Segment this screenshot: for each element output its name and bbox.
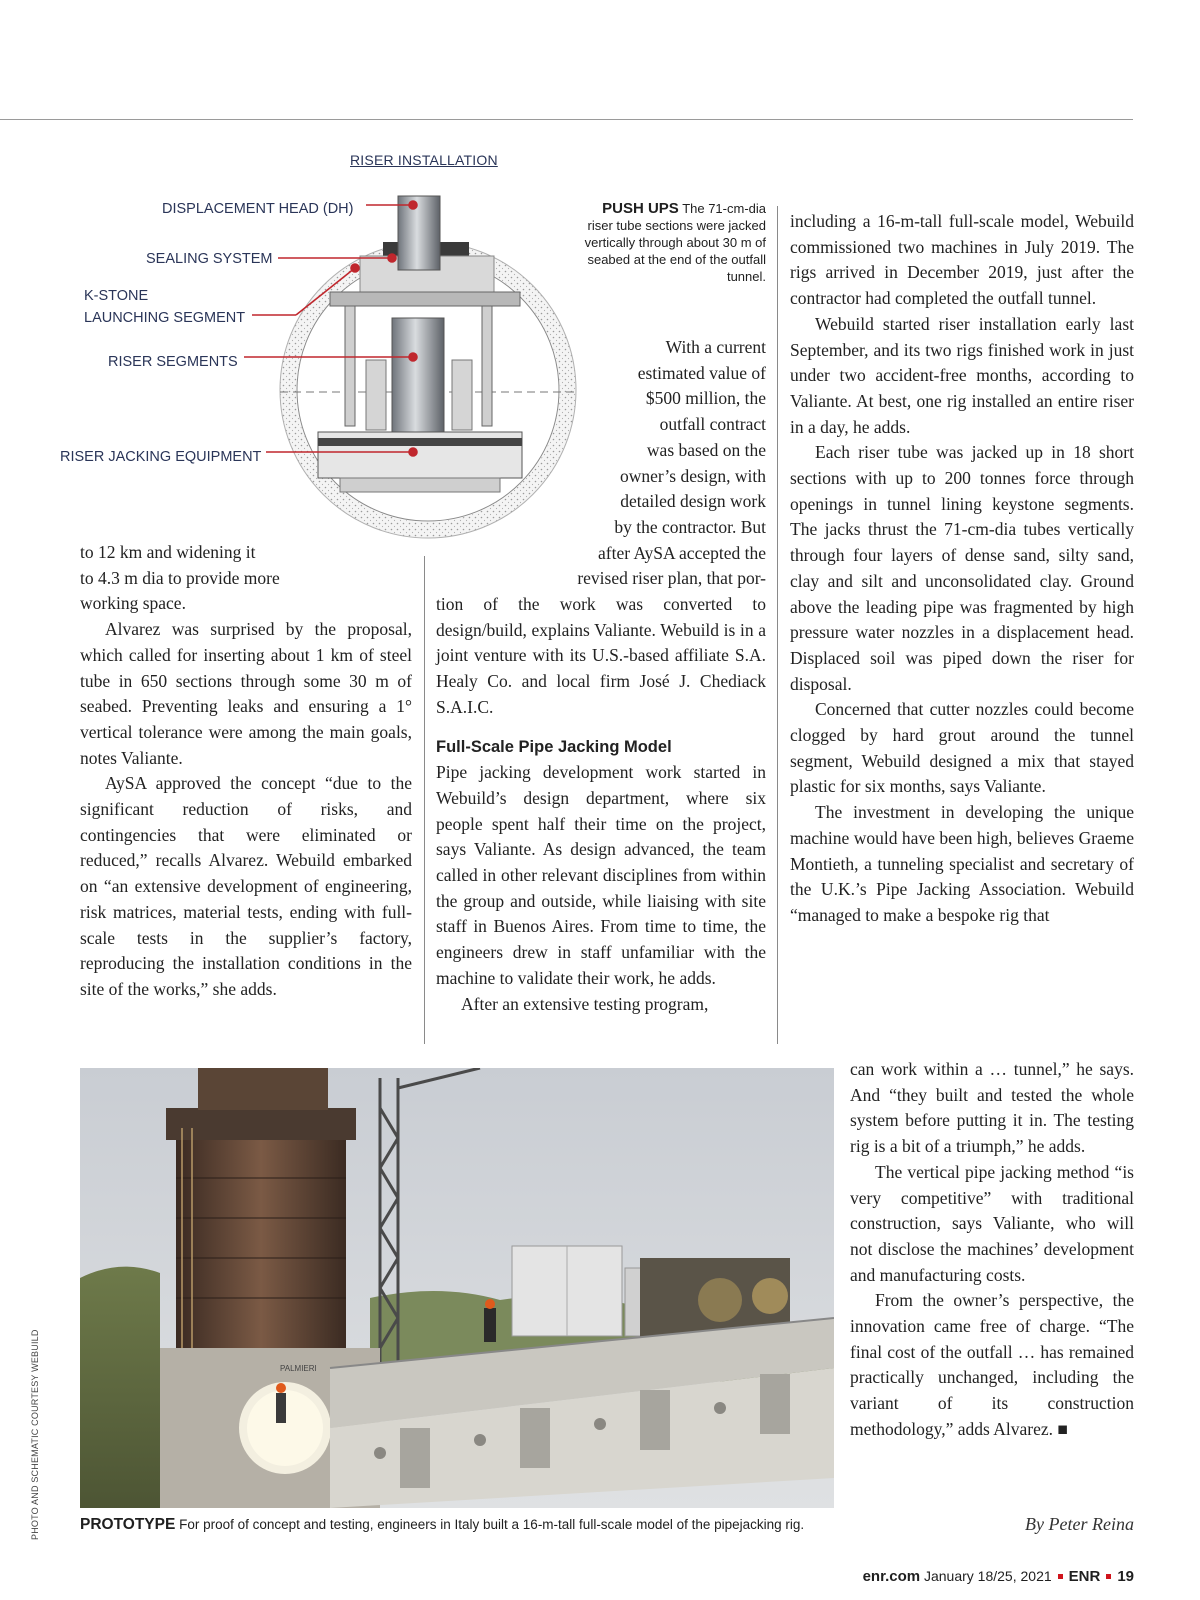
prototype-photo-illustration: [80, 1068, 834, 1508]
col1-line-3: working space.: [80, 593, 186, 614]
column-1: [80, 540, 412, 1003]
footer-date: January 18/25, 2021: [923, 1568, 1052, 1584]
col2-top-line: $500 million, the: [645, 388, 766, 409]
caption-prototype-text: For proof of concept and testing, engineers in Italy built a 16-m-tall full-scale model of the pipejacking rig.: [179, 1517, 805, 1532]
col1-line-2: to 4.3 m dia to provide more: [80, 567, 280, 588]
footer-site: enr.com: [862, 1568, 921, 1585]
col2-top-line: by the contractor. But: [614, 516, 766, 537]
column-2: [436, 335, 766, 1017]
caption-push-ups: [580, 200, 766, 285]
col2-top-line: outfall contract: [659, 414, 766, 435]
col3-paragraph-5-rest: can work within a … tunnel,” he says. And “they built and tested the whole system before putting it in. The testing rig is a bit of a triumph,” he adds.: [850, 1059, 1134, 1157]
caption-prototype: [80, 1516, 804, 1534]
footer-separator-icon: [1106, 1574, 1111, 1579]
col2-top-line: was based on the: [646, 439, 766, 460]
col1-paragraph-2: Alvarez was surprised by the proposal, which called for inserting about 1 km of steel tube in 650 sections through some 30 m of seabed. Preventing leaks and ensuring a 1° vertical tolerance were among the main goals, notes Valiante.: [80, 619, 412, 768]
caption-prototype-lead: PROTOTYPE: [80, 1516, 176, 1533]
prototype-photo: [80, 1068, 834, 1508]
byline: By Peter Reina: [1025, 1514, 1134, 1534]
label-displacement-head: DISPLACEMENT HEAD (DH): [162, 201, 354, 217]
jack-left: [366, 360, 386, 430]
left-post: [345, 306, 355, 426]
col2-top-line: detailed design work: [620, 491, 766, 512]
label-sealing-system: SEALING SYSTEM: [146, 251, 273, 267]
col2-paragraph-3: After an extensive testing program,: [461, 993, 709, 1014]
col2-paragraph-1-rest: tion of the work was converted to design/build, explains Valiante. Webuild is in a joint venture with its U.S.-based affiliate S.A. Healy Co. and local firm José J. Chediack S.A.I.C.: [436, 594, 766, 717]
column-rule-1: [424, 556, 425, 1044]
label-riser-jacking-equipment: RISER JACKING EQUIPMENT: [60, 449, 262, 465]
col2-top-line: owner’s design, with: [620, 465, 766, 486]
col2-top-line: revised riser plan, that por-: [577, 568, 766, 589]
photo-credit: PHOTO AND SCHEMATIC COURTESY WEBUILD: [30, 1329, 40, 1540]
col2-paragraph-2: Pipe jacking development work started in Webuild’s design department, where six people spent half their time on the project, says Valiante. As design advanced, the team called in other relevant disciplines from within the group and outside, while liaising with site staff in Buenos Aires. From time to time, the engineers drew in staff unfamiliar with the machine to validate their work, he adds.: [436, 762, 766, 988]
col3-paragraph-5: The investment in developing the unique machine would have been high, believes Graeme Montieth, a tunneling specialist and secretary of the U.K.’s Pipe Jacking Association. Webuild “managed to make a bespoke rig that: [790, 802, 1134, 925]
footer-page-number: 19: [1117, 1568, 1134, 1585]
col2-top-line: after AySA accepted the: [598, 542, 766, 563]
footer-separator-icon: [1058, 1574, 1063, 1579]
col2-top-line: estimated value of: [637, 362, 766, 383]
caption-push-ups-text: The 71-cm-dia riser tube sections were jacked vertically through about 30 m of seabed at the end of the outfall tunnel.: [584, 201, 766, 284]
column-rule-2: [777, 206, 778, 1044]
col3-paragraph-2: Webuild started riser installation early last September, and its two rigs finished work in just under two accident-free months, according to Valiante. At best, one rig installed an entire riser in a day, he adds.: [790, 313, 1134, 437]
caption-push-ups-lead: PUSH UPS: [602, 200, 679, 217]
column-3-continued: [850, 1057, 1134, 1443]
subhead-full-scale-model: Full-Scale Pipe Jacking Model: [436, 737, 672, 756]
label-k-stone: K-STONE: [84, 288, 149, 304]
col3-paragraph-6: The vertical pipe jacking method “is very competitive” with traditional construction, says Valiante, who will not disclose the machines’ development and manufacturing costs.: [850, 1161, 1134, 1285]
col3-paragraph-1: including a 16-m-tall full-scale model, Webuild commissioned two machines in July 2019. The rigs arrived in December 2019, just after the contractor had completed the outfall tunnel.: [790, 211, 1134, 309]
col1-paragraph-3: AySA approved the concept “due to the significant reduction of risks, and contingencies that were eliminated or reduced,” recalls Alvarez. Webuild embarked on “an extensive development of engineering, risk matrices, material tests, ending with full-scale tests in the supplier’s factory, reproducing the installation conditions in the site of the works,” she adds.: [80, 773, 412, 999]
photo-brand-label: PALMIERI: [280, 1364, 317, 1373]
schematic-title: RISER INSTALLATION: [350, 152, 498, 168]
col3-paragraph-3: Each riser tube was jacked up in 18 short sections with up to 200 tonnes force through openings in tunnel lining keystone segments. The jacks thrust the 71-cm-dia tubes vertically through four layers of dense sand, silty sand, clay and silt and unconsolidated clay. Ground above the leading pipe was fragmented by high pressure water nozzles in a displacement head. Displaced soil was piped down the riser for disposal.: [790, 442, 1134, 694]
page-footer: [820, 1568, 1134, 1585]
column-3: [790, 209, 1134, 929]
displacement-head-tube: [398, 196, 440, 270]
footer-magazine: ENR: [1068, 1568, 1101, 1585]
label-riser-segments: RISER SEGMENTS: [108, 354, 238, 370]
launch-frame: [330, 292, 520, 306]
col3-paragraph-4: Concerned that cutter nozzles could become clogged by hard grout around the tunnel segment, Webuild designed a mix that stayed plastic for six months, says Valiante.: [790, 699, 1134, 797]
col1-line-1: to 12 km and widening it: [80, 542, 256, 562]
col2-top-line: With a current: [665, 337, 766, 357]
col3-paragraph-7: From the owner’s perspective, the innovation came free of charge. “The final cost of the outfall … has remained practically unchanged, including the variant of its construction methodology,” adds Alvarez. ■: [850, 1290, 1134, 1439]
label-launching-segment: LAUNCHING SEGMENT: [84, 310, 246, 326]
